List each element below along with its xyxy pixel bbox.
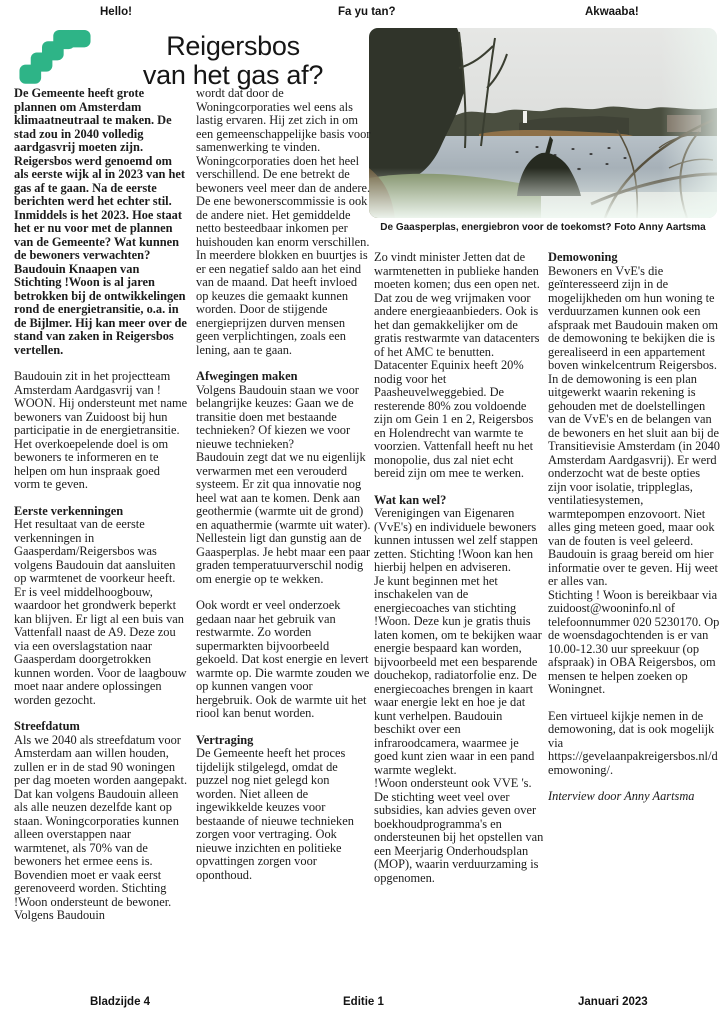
section-heading: Eerste verkenningen xyxy=(14,503,124,518)
paragraph: Interview door Anny Aartsma xyxy=(548,789,695,803)
issue-date: Januari 2023 xyxy=(578,996,648,1008)
paragraph: !Woon ondersteunt ook VVE 's. De stichting weet veel over subsidies, kan advies geven over boekhoudprogramma's en ondersteunen bij het opstellen van een Meerjarig Onderhoudsplan (MOP), waarin verduurzaming is opgenomen. xyxy=(374,776,544,885)
section-heading: Vertraging xyxy=(196,732,254,747)
article-column-1 xyxy=(14,87,189,979)
photo-caption: De Gaasperplas, energiebron voor de toekomst? Foto Anny Aartsma xyxy=(380,222,706,233)
paragraph: Bewoners en VvE's die geïnteresseerd zijn in de mogelijkheden om hun woning te verduurzamen kunnen ook een afspraak met Baudouin maken om de demowoning te bekijken die is gerealiseerd in een appartement boven winkelcentrum Reigersbos. In de demowoning is een plan uitgewerkt waarin rekening is gehouden met de doelstellingen van de VvE's en de belangen van de bewoners en het sluit aan bij de Transitievisie Amsterdam (in 2040 Amsterdam Aardgasvrij). Er werd onderzocht wat de beste opties zijn voor isolatie, trippleglas, ventilatiesystemen, warmtepompen enzovoort. Niet alles ging meteen goed, maar ook van de fouten is veel geleerd. Baudouin is graag bereid om hier informatie over te geven. Hij weet er alles van. xyxy=(548,263,720,588)
paragraph: Baudouin Knaapen van Stichting !Woon is al jaren betrokken bij de ontwikkelingen rond de energietransitie, o.a. in de Bijlmer. Hij kan meer over de stand van zaken in Reigersbos vertellen. xyxy=(14,261,187,357)
paragraph: wordt dat door de Woningcorporaties wel eens als lastig ervaren. Hij zet zich in om een gemeenschappelijke basis voor samenwerking te vinden. Woningcorporaties doen het heel verschillend. De ene betrekt de bewoners veel meer dan de andere. De ene bewonerscommissie is ook de andere niet. Het gemiddelde netto besteedbaar inkomen per huishouden kan enorm verschillen. In meerdere blokken en buurtjes is er een negatief saldo aan het eind van de maand. Dat heeft invloed op keuzes die gemaakt kunnen worden. Door de stijgende energieprijzen durven mensen geen verplichtingen, zoals een lening, aan te gaan. xyxy=(196,87,371,357)
paragraph: Baudouin zegt dat we nu eigenlijk verwarmen met een verouderd systeem. Er zit qua innovatie nog heel wat aan te komen. Denk aan geothermie (warmte uit de grond) en aquathermie (warmte uit water). Nellestein ligt dan gunstig aan de Gaasperplas. Je hebt maar een paar graden temperatuurverschil nodig om energie op te wekken. xyxy=(196,450,371,586)
greeting-hello: Hello! xyxy=(100,6,132,18)
section-heading: Streefdatum xyxy=(14,719,80,733)
article-column-3 xyxy=(374,251,544,993)
edition-label: Editie 1 xyxy=(343,996,384,1008)
stairs-logo-icon xyxy=(16,28,94,84)
paragraph: Ook wordt er veel onderzoek gedaan naar het gebruik van restwarmte. Zo worden supermarkten bijvoorbeeld gekoeld. Dat kost energie en levert warmte op. Die warmte zouden we op kunnen vangen voor hergebruik. Ook de warmte uit het riool kan benut worden. xyxy=(196,598,370,720)
lake-winter-scene-illustration xyxy=(369,28,717,218)
paragraph: Een virtueel kijkje nemen in de demowoning, dat is ook mogelijk via https://gevelaanpakreigersbos.nl/demowoning/. xyxy=(548,708,718,777)
paragraph: Verenigingen van Eigenaren (VvE's) en individuele bewoners kunnen intussen wel zelf stappen zetten. Stichting !Woon kan hen hierbij helpen en adviseren. xyxy=(374,506,538,574)
paragraph: Baudouin zit in het projectteam Amsterdam Aardgasvrij van ! WOON. Hij ondersteunt met name bewoners van Zuidoost bij hun participatie in de energietransitie. Het overkoepelende doel is om bewoners te informeren en te helpen om hun inspraak goed vorm te geven. xyxy=(14,369,188,491)
title-line-2: van het gas af? xyxy=(142,60,324,90)
section-heading: Demowoning xyxy=(548,251,618,264)
article-column-4 xyxy=(548,251,720,993)
paragraph: Als we 2040 als streefdatum voor Amsterdam aan willen houden, zullen er in de stad 90 woningen per dag moeten worden aangepakt. Dat kan volgens Baudouin alleen als alle neuzen dezelfde kant op staan. Woningcorporaties kunnen alleen overstappen naar warmtenet, als 70% van de bewoners het ermee eens is. Bovendien moet er vaak eerst gerenoveerd worden. Stichting !Woon ondersteunt de bewoner. Volgens Baudouin xyxy=(14,732,188,922)
article-title xyxy=(94,32,372,90)
paragraph: Het resultaat van de eerste verkenningen in Gaasperdam/Reigersbos was volgens Baudouin dat aansluiten op warmtenet de voorkeur heeft. Er is veel middelhoogbouw, waardoor het grondwerk beperkt kan blijven. Er ligt al een buis van Vattenfall naast de A9. Deze zou via een overslagstation naar Gaasperdam doorgetrokken kunnen worden. Voor de laagbouw moet naar andere oplossingen worden gezocht. xyxy=(14,517,187,707)
greeting-fa-yu-tan: Fa yu tan? xyxy=(338,6,396,18)
section-heading: Afwegingen maken xyxy=(196,369,298,383)
section-heading: Wat kan wel? xyxy=(374,492,447,507)
paragraph: Volgens Baudouin staan we voor belangrijke keuzes: Gaan we de transitie doen met bestaande technieken? Of kiezen we voor nieuwe technieken? xyxy=(196,382,359,451)
gaasperplas-photo xyxy=(369,28,717,218)
greeting-akwaaba: Akwaaba! xyxy=(585,6,639,18)
paragraph: De Gemeente heeft het proces tijdelijk stilgelegd, omdat de puzzel nog niet gelegd kon worden. Niet alleen de ingewikkelde keuzes voor bestaande of nieuwe technieken zorgen voor vertraging. Ook nieuwe inzichten en politieke opvattingen zorgen voor oponthoud. xyxy=(196,746,354,882)
paragraph: Je kunt beginnen met het inschakelen van de energiecoaches van stichting !Woon. Deze kun je gratis thuis laten komen, om te bekijken waar energie bespaard kan worden, bijvoorbeeld met een besparende douchekop, radiatorfolie enz. De energiecoaches brengen in kaart waar energie lekt en hoe je dat kunt verhelpen. Baudouin beschikt over een infraroodcamera, waarmee je goed kunt zien waar in een pand warmte weglekt. xyxy=(374,573,542,777)
page-number: Bladzijde 4 xyxy=(90,996,151,1008)
paragraph: Stichting ! Woon is bereikbaar via zuidoost@wooninfo.nl of telefoonnummer 020 5230170. Op de woensdagochtenden is er van 10.00-12.30 uur spreekuur (op afspraak) in OBA Reigersbos, om mensen te helpen zoeken op Woningnet. xyxy=(548,587,720,696)
article-column-2 xyxy=(196,87,371,979)
title-line-1: Reigersbos xyxy=(166,31,300,61)
paragraph: Zo vindt minister Jetten dat de warmtenetten in publieke handen moeten komen; dus een open net. Dat zou de weg vrijmaken voor andere energieaanbieders. Ook is het dan gemakkelijker om de gratis restwarmte van datacenters of het AMC te benutten. Datacenter Equinix heeft 20% nodig voor het Paasheuvelweggebied. De resterende 80% zou voldoende zijn om Gein 1 en 2, Reigersbos en Holendrecht van warmte te voorzien. Vattenfall heeft nu het monopolie, dus zal niet echt bereid zijn om mee te werken. xyxy=(374,251,540,480)
paragraph: De Gemeente heeft grote plannen om Amsterdam klimaatneutraal te maken. De stad zou in 2040 volledig aardgasvrij moeten zijn. Reigersbos werd genoemd om als eerste wijk al in 2023 van het gas af te gaan. Na de eerste berichten werd het echter stil. Inmiddels is het 2023. Hoe staat het er nu voor met de plannen van de Gemeente? Wat kunnen de bewoners verwachten? xyxy=(14,87,186,262)
